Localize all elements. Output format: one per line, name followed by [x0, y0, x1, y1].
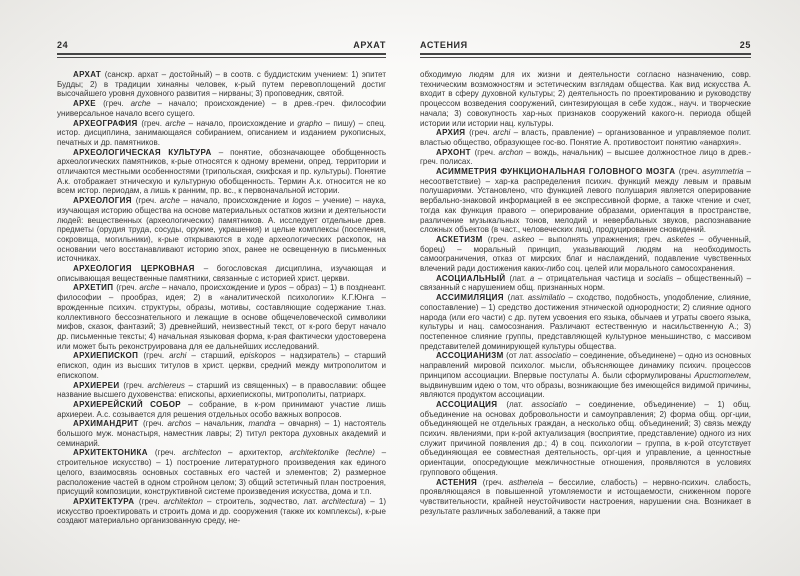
page-header-left	[57, 40, 386, 50]
dictionary-entry: АРХИТЕКТОНИКА (греч. architecton – архитектор, architektonike (techne) – строительное искусство) – 1) построение литературного произведения как единого целого, взаимосвязь основных составных его частей и элементов; 2) размерное расположение частей в одном стройном целом; 3) общий эстетичный план построения, присущий композиции, конструктивной системе произведения искусства, дома и т.п.	[57, 448, 387, 497]
dictionary-entry: АРХЕТИП (греч. arche – начало, происхождение и typos – образ) – 1) в позднеант. философии – прообраз, идея; 2) в «аналитической психологии» К.Г.Юнга – врожденные психич. структуры, образы, мотивы, составляющие содержание т.наз. коллективного бессознательного и лежащие в основе общечеловеческой символики мифов, сказок, фантазий; 3) древнейший, неизвестный текст, от к-рого берут начало др. письменные тексты; 4) начальная языковая форма, к-рая фактически удостоверена или может быть реконструирована для ее дальнейших исследований.	[57, 283, 386, 351]
entry-term: АРХЕОЛОГИЧЕСКАЯ КУЛЬТУРА	[73, 147, 219, 157]
entry-term: АССОЦИАЦИЯ	[436, 399, 507, 409]
entry-term: АСИММЕТРИЯ ФУНКЦИОНАЛЬНАЯ ГОЛОВНОГО МОЗГА	[436, 167, 679, 177]
dictionary-entry: обходимую людям для их жизни и деятельности согласно назначению, совр. техническим возможностям и эстетическим взглядам общества. Как вид искусства А. входит в сферу духовной культуры; 2) деятельность по проектированию и руководству процессом возведения сооружений, синтезирующая в себе худож., науч. и творческие начала; 3) совокупность хар-ных признаков сооружений какого-н. периода общей истории или истории нац. культуры.	[420, 70, 751, 128]
entry-term: АРХЕОГРАФИЯ	[73, 118, 142, 128]
dictionary-entry: АРХОНТ (греч. archon – вождь, начальник) – высшее должностное лицо в древ.-греч. полисах.	[420, 147, 751, 167]
dictionary-entry: АРХИЕРЕЙСКИЙ СОБОР – собрание, в к-ром принимают участие лишь архиереи. А.с. созывается для решения отдельных особо важных вопросов.	[57, 399, 386, 419]
dictionary-entry: АРХЕОГРАФИЯ (греч. arche – начало, происхождение и grapho – пишу) – спец. истор. дисциплина, занимающаяся собиранием, описанием и изданием рукописных, печатных и др. памятников.	[57, 118, 387, 147]
entry-term: АРХЕ	[73, 99, 104, 109]
entry-term: АРХЕОЛОГИЯ ЦЕРКОВНАЯ	[73, 264, 204, 274]
dictionary-entry: АРХИЕПИСКОП (греч. archi – старший, episkopos – надзиратель) – старший епископ, один из высших титулов в христ. церкви, средний между митрополитом и епископом.	[57, 351, 386, 380]
page-number: 25	[739, 40, 751, 50]
dictionary-entry: АРХЕ (греч. arche – начало; происхождение) – в древ.-греч. философии универсальное начало всего сущего.	[57, 99, 387, 118]
entry-term: АСТЕНИЯ	[436, 477, 483, 487]
entry-term: АРХАТ	[73, 70, 105, 79]
dictionary-entry: АРХЕОЛОГИЧЕСКАЯ КУЛЬТУРА – понятие, обозначающее обобщенность археологических памятников, к-рые относятся к одному времени, опред. территории и отличаются местными особенностями (трипольская, скифская и пр. культуры). Понятие А.к. отображает этническую и культурную обобщенность. Термин А.к. относится не ко всем истор. периодам, а лишь к ранним, пр. вс., к первоначальной истории.	[57, 147, 386, 196]
entry-term: АРХОНТ	[436, 147, 475, 157]
dictionary-entry: АРХИМАНДРИТ (греч. archos – начальник, mandra – овчарня) – 1) настоятель большого муж. монастыря, наместник лавры; 2) титул ректора духовных академий и семинарий.	[57, 419, 387, 448]
dictionary-entry: АССОЦИАНИЗМ (от лат. associatio – соединение, объединене) – одно из основных направлений мировой психолог. мысли, объясняющее динамику психич. процессов принципом ассоциации. Впервые постулаты А. были сформулированы Аристотелем, выдвинувшим идею о том, что образы, возникающие без имеющейся видимой причины, являются продуктом ассоциации.	[420, 351, 751, 400]
entry-term: АССИМИЛЯЦИЯ	[436, 293, 508, 303]
entry-term: АРХИМАНДРИТ	[73, 419, 143, 429]
dictionary-entry: АРХАТ (санскр. архат – достойный) – в соотв. с буддистским учением: 1) эпитет Будды; 2) в традиции хинаяны человек, к-рый путем перевоплощений достиг высочайшего уровня духовного развития – нирваны; 3) проповедник, святой.	[57, 70, 386, 99]
entry-term: АРХИЕПИСКОП	[73, 351, 144, 361]
dictionary-entry: АРХИТЕКТУРА (греч. architekton – строитель, зодчество, лат. architectura) – 1) искусство проектировать и строить дома и др. сооружения (также их комплексы), к-рые создают материально организованную среду, не-	[57, 496, 387, 526]
page-header-right	[420, 40, 751, 50]
dictionary-entry: АРХЕОЛОГИЯ (греч. arche – начало, происхождение и logos – учение) – наука, изучающая историю общества на основе материальных остатков жизни и деятельности людей: вещественных (археологических) памятников. А. исследует отдельные древ. предметы (орудия труда, сосуды, оружие, украшения) и целые комплексы (поселения, сокровища, могильники), к-рые открываются в ходе археологических раскопок, на основании чего восстанавливают историю эпох, ранее не освещенную в письменных источниках.	[57, 196, 387, 264]
running-head: АРХАТ	[353, 40, 386, 50]
dictionary-entry: АРХЕОЛОГИЯ ЦЕРКОВНАЯ – богословская дисциплина, изучающая и описывающая вещественные памятники, связанные с историей христ. церкви.	[57, 264, 386, 283]
dictionary-entry: АССОЦИАЦИЯ (лат. associatio – соединение, объединение) – 1) общ. объединение на основах добровольности и самоуправления; 2) форма общ. орг-ции, объединяющей не отдельных граждан, а несколько общ. объединений; 3) связь между психич. явлениями, при к-рой актуализация (восприятие, представление) одного из них служит причиной появления др.; 4) в соц. психологии – группа, в к-рой отсутствует объединяющая ее совместная деятельность, орг-ция и управление, а ценностные ориентации, опосредующие межличностные отношения, проявляются в условиях группового общения.	[420, 399, 751, 477]
entry-term: АРХИЕРЕЙСКИЙ СОБОР	[73, 399, 189, 409]
entry-term: АРХЕОЛОГИЯ	[73, 196, 136, 206]
running-head: АСТЕНИЯ	[420, 40, 468, 50]
entry-term: АРХЕТИП	[73, 283, 117, 293]
entry-term: АРХИТЕКТУРА	[73, 496, 139, 506]
page-body-right	[420, 70, 751, 516]
dictionary-entry: АСИММЕТРИЯ ФУНКЦИОНАЛЬНАЯ ГОЛОВНОГО МОЗГА (греч. asymmetria – несоответствие) – хар-ка распределения психич. функций между левым и правым полушариями. Установлено, что функцией левого полушария является оперирование вербально-знаковой информацией в ее экспрессивной форме, а также чтение и счет, тогда как функция правого – оперирование образами, ориентация в пространстве, различение музыкальных тонов, мелодий и невербальных звуков, распознавание сложных объектов (в част., человеческих лиц), продуцирование сновидений.	[420, 167, 752, 235]
page-right	[420, 40, 751, 516]
dictionary-entry: АРХИЯ (греч. archi – власть, правление) – организованное и управляемое полит. властью общество, образующее гос-во. Понятие А. противостоит понятию «анархия».	[420, 128, 752, 147]
page-number: 24	[57, 40, 69, 50]
entry-term: АРХИЯ	[436, 128, 470, 138]
header-rule	[57, 53, 386, 58]
dictionary-entry: АСКЕТИЗМ (греч. askeo – выполнять упражнения; греч. asketes – обученный, борец) – моральный принцип, указывающий людям на необходимость самоограничения, отказ от мирских благ и наслаждений, подавление чувственных влечений ради достижения каких-либо соц. целей или морального самосохранения.	[420, 234, 752, 274]
dictionary-entry: АРХИЕРЕИ (греч. archiereus – старший из священных) – в православии: общее название высшего духовенства: епископы, архиепископы, митрополиты, патриарх.	[57, 380, 386, 400]
entry-term: АРХИТЕКТОНИКА	[73, 448, 155, 458]
entry-term: АСОЦИАЛЬНЫЙ	[436, 273, 510, 283]
header-rule	[420, 53, 751, 58]
page-body-left	[57, 70, 386, 526]
dictionary-entry: АСОЦИАЛЬНЫЙ (лат. a – отрицательная частица и socialis – общественный) – связанный с нарушением общ. признанных норм.	[420, 273, 752, 293]
entry-term: АРХИЕРЕИ	[73, 380, 124, 390]
page-left	[57, 40, 386, 526]
entry-term: АСКЕТИЗМ	[436, 234, 488, 244]
entry-term: АССОЦИАНИЗМ	[436, 351, 507, 361]
dictionary-entry: АССИМИЛЯЦИЯ (лат. assimilatio – сходство, подобность, уподобление, слияние, сопоставление) – 1) средство достижения этнической однородности; 2) слияние одного народа (или его части) с др. путем усвоения его языка, обычаев и утраты своего языка, культуры и нац. самосознания. Различают естественную и насильственную А.; 3) постепенное слияние группы, представляющей культурное меньшинство, с массивом представителей доминирующей культуры общества.	[420, 293, 751, 351]
dictionary-entry: АСТЕНИЯ (греч. astheneia – бессилие, слабость) – нервно-психич. слабость, проявляющаяся в повышенной утомляемости и истощаемости, сниженном пороге чувствительности, крайней неустойчивости настроения, нарушении сна. Возникает в результате различных заболеваний, а также при	[420, 477, 752, 516]
